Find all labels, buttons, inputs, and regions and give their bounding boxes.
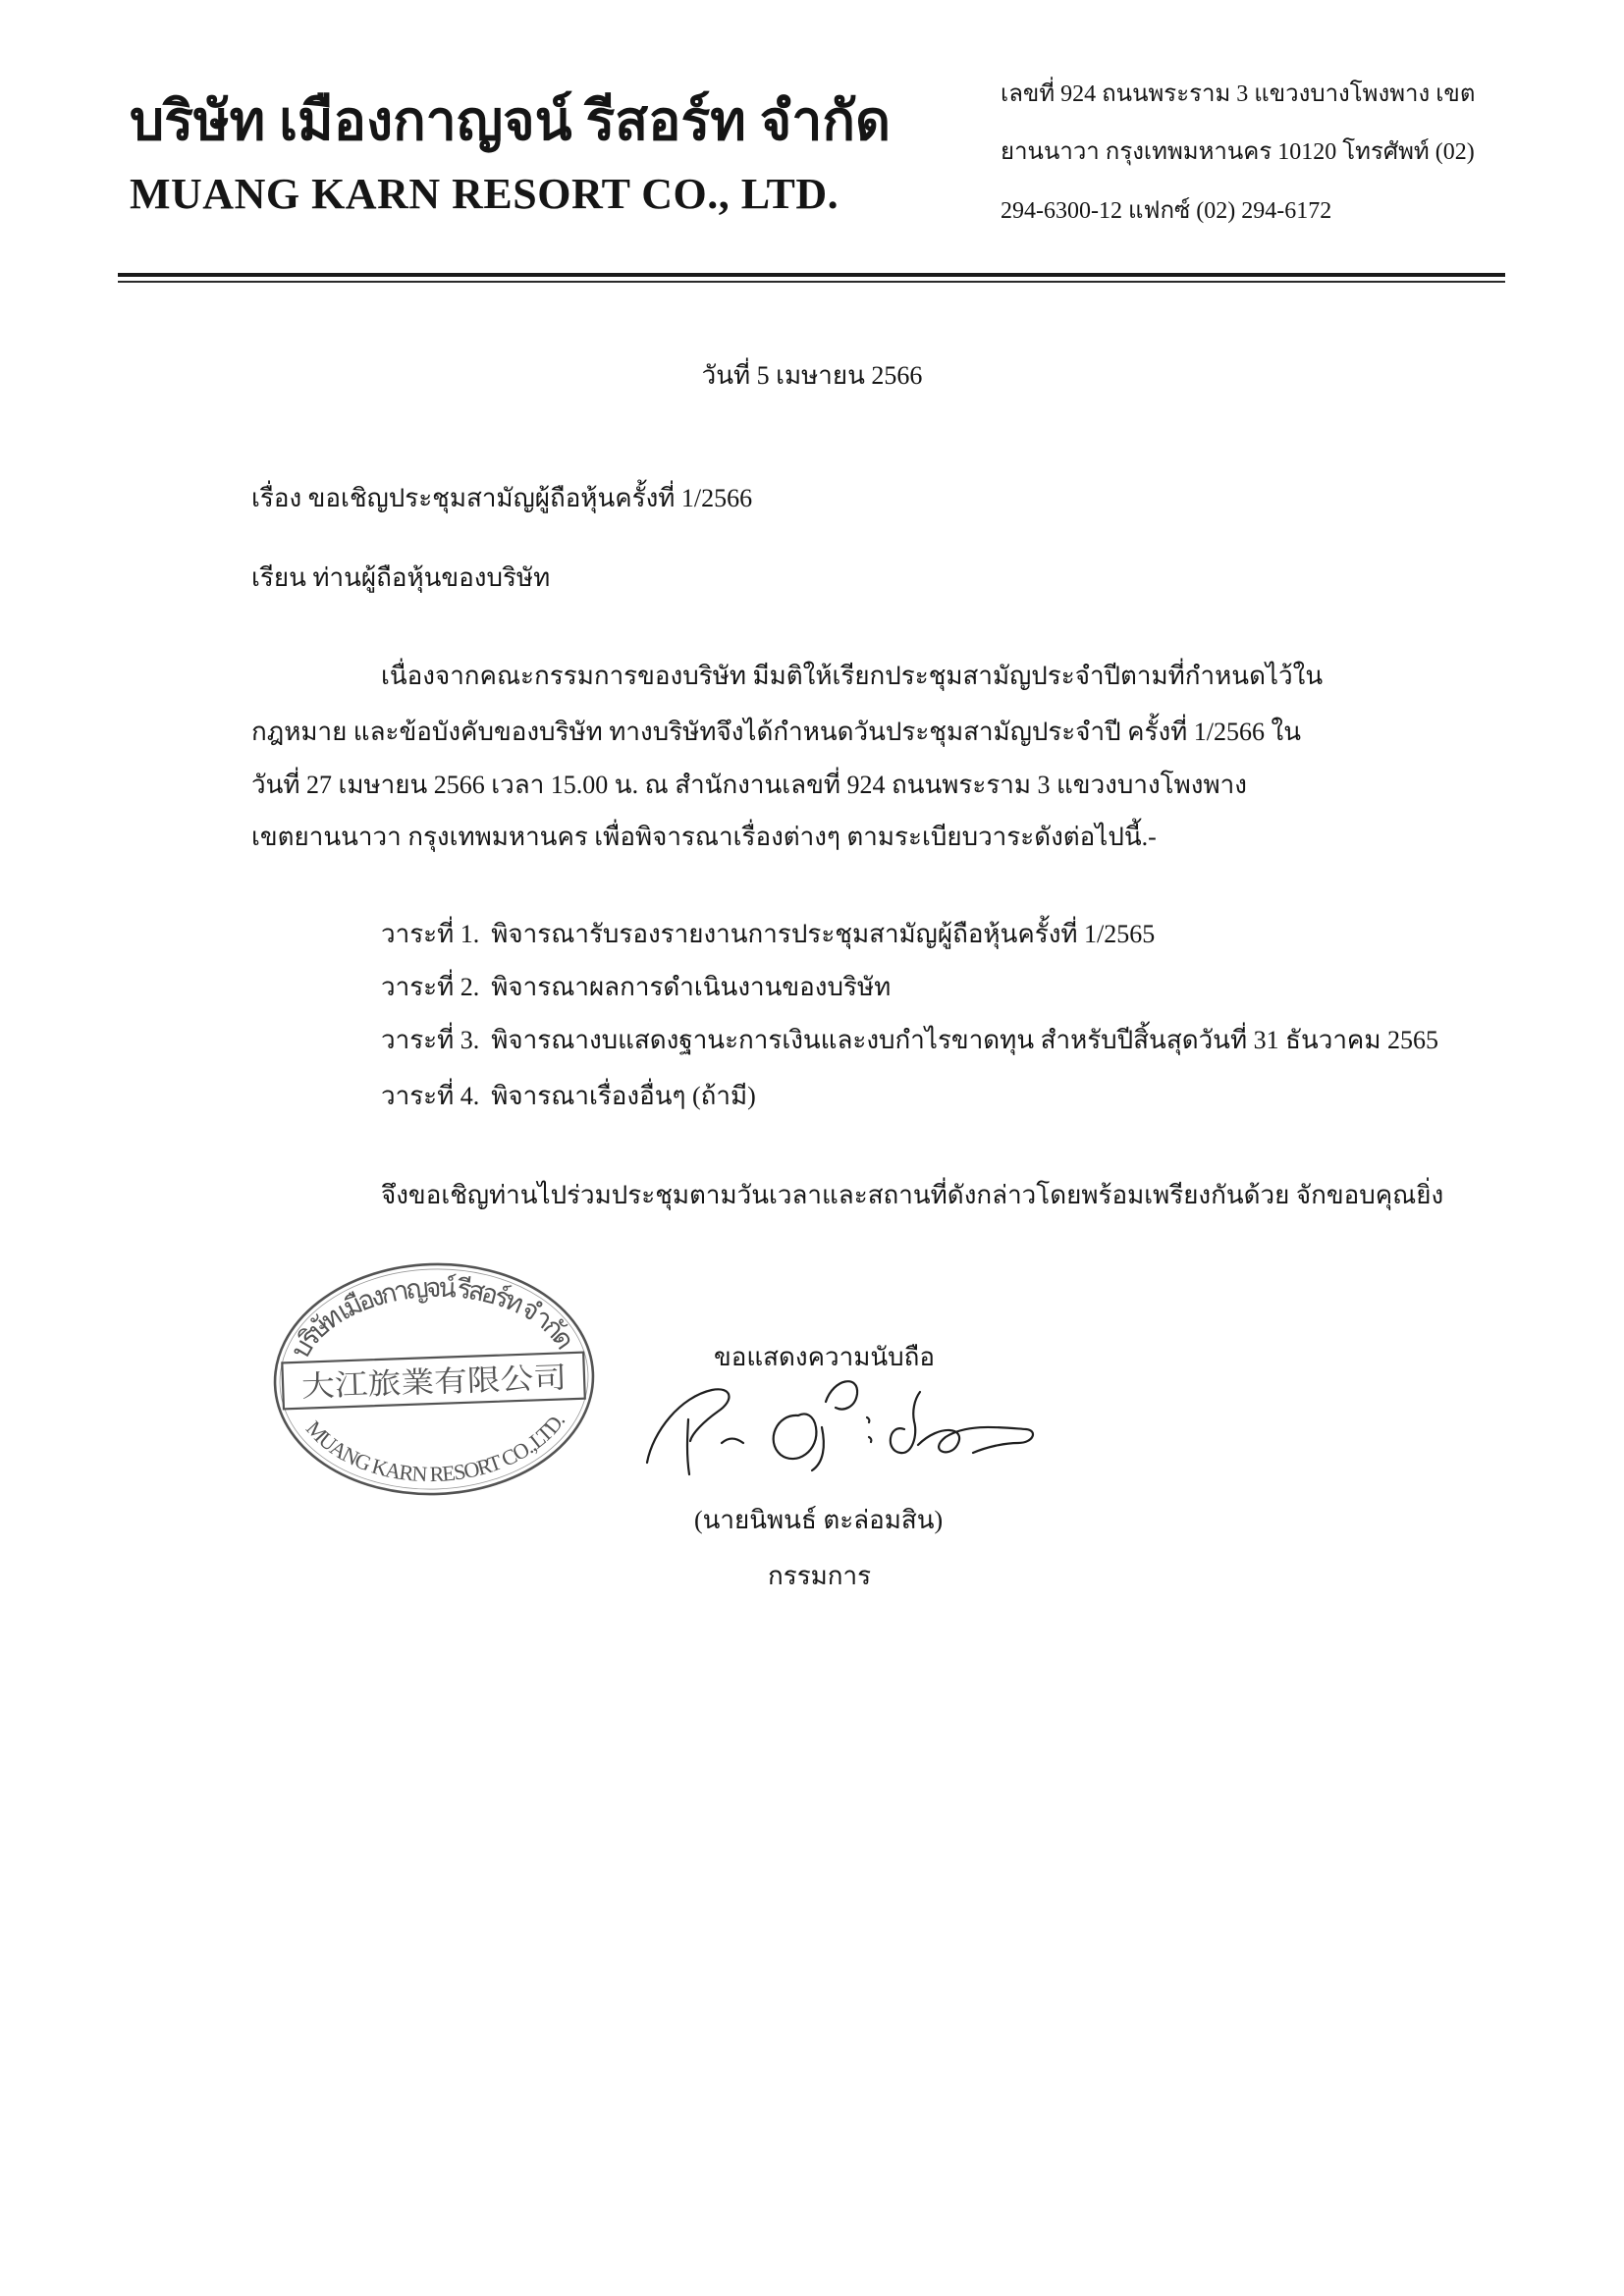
seal-bottom-text xyxy=(300,1408,571,1491)
company-name-english: MUANG KARN RESORT CO., LTD. xyxy=(130,170,839,218)
agenda-item xyxy=(381,969,1492,1006)
signer-title: กรรมการ xyxy=(768,1562,872,1590)
agenda-item-title: พิจารณางบแสดงฐานะการเงินและงบกำไรขาดทุน สำหรับปีสิ้นสุดวันที่ 31 ธันวาคม 2565 xyxy=(491,1026,1438,1054)
signer-name: (นายนิพนธ์ ตะล่อมสิน) xyxy=(694,1506,944,1534)
agenda-item-number: วาระที่ 4. xyxy=(381,1082,480,1110)
agenda-item xyxy=(381,1022,1492,1059)
agenda-item-number: วาระที่ 2. xyxy=(381,973,480,1001)
agenda-item xyxy=(381,916,1492,953)
agenda-item xyxy=(381,1078,1492,1115)
seal-bottom-text-path: MUANG KARN RESORT CO.,LTD. xyxy=(300,1409,570,1487)
company-seal xyxy=(265,1256,604,1502)
address-line: เลขที่ 924 ถนนพระราม 3 แขวงบางโพงพาง เขต xyxy=(1001,81,1476,107)
complimentary-close: ขอแสดงความนับถือ xyxy=(714,1343,935,1371)
address-line: ยานนาวา กรุงเทพมหานคร 10120 โทรศัพท์ (02) xyxy=(1001,139,1475,165)
address-line: 294-6300-12 แฟกซ์ (02) 294-6172 xyxy=(1001,198,1332,224)
company-name-thai: บริษัท เมืองกาญจน์ รีสอร์ท จำกัด xyxy=(130,92,892,152)
seal-top-text xyxy=(283,1267,581,1364)
letter-salutation: เรียน ท่านผู้ถือหุ้นของบริษัท xyxy=(251,563,551,592)
letterhead-rule-thick xyxy=(118,273,1505,277)
body-paragraph-line: กฎหมาย และข้อบังคับของบริษัท ทางบริษัทจึงได้กำหนดวันประชุมสามัญประจำปี ครั้งที่ 1/2566 ใน xyxy=(251,718,1301,746)
letterhead-rule-thin xyxy=(118,281,1505,283)
agenda-item-number: วาระที่ 1. xyxy=(381,920,480,948)
seal-center-text: 大江旅業有限公司 xyxy=(300,1362,538,1405)
letter-date: วันที่ 5 เมษายน 2566 xyxy=(701,361,923,390)
agenda-item-title: พิจารณาเรื่องอื่นๆ (ถ้ามี) xyxy=(491,1082,756,1110)
agenda-item-number: วาระที่ 3. xyxy=(381,1026,480,1054)
body-paragraph-line: เขตยานนาวา กรุงเทพมหานคร เพื่อพิจารณาเรื่องต่างๆ ตามระเบียบวาระดังต่อไปนี้.- xyxy=(251,823,1157,851)
body-paragraph-line: วันที่ 27 เมษายน 2566 เวลา 15.00 น. ณ สำนักงานเลขที่ 924 ถนนพระราม 3 แขวงบางโพงพาง xyxy=(251,771,1247,799)
seal-top-text-path: บริษัท เมืองกาญจน์ รีสอร์ท จำกัด xyxy=(285,1272,580,1363)
closing-line: จึงขอเชิญท่านไปร่วมประชุมตามวันเวลาและสถานที่ดังกล่าวโดยพร้อมเพรียงกันด้วย จักขอบคุณยิ่ง xyxy=(381,1181,1444,1209)
body-paragraph-line: เนื่องจากคณะกรรมการของบริษัท มีมติให้เรียกประชุมสามัญประจำปีตามที่กำหนดไว้ใน xyxy=(381,662,1324,690)
handwritten-signature xyxy=(633,1372,1046,1485)
agenda-item-title: พิจารณาผลการดำเนินงานของบริษัท xyxy=(491,973,892,1001)
letter-subject: เรื่อง ขอเชิญประชุมสามัญผู้ถือหุ้นครั้งที่ 1/2566 xyxy=(251,484,753,512)
agenda-item-title: พิจารณารับรองรายงานการประชุมสามัญผู้ถือหุ้นครั้งที่ 1/2565 xyxy=(491,920,1156,948)
